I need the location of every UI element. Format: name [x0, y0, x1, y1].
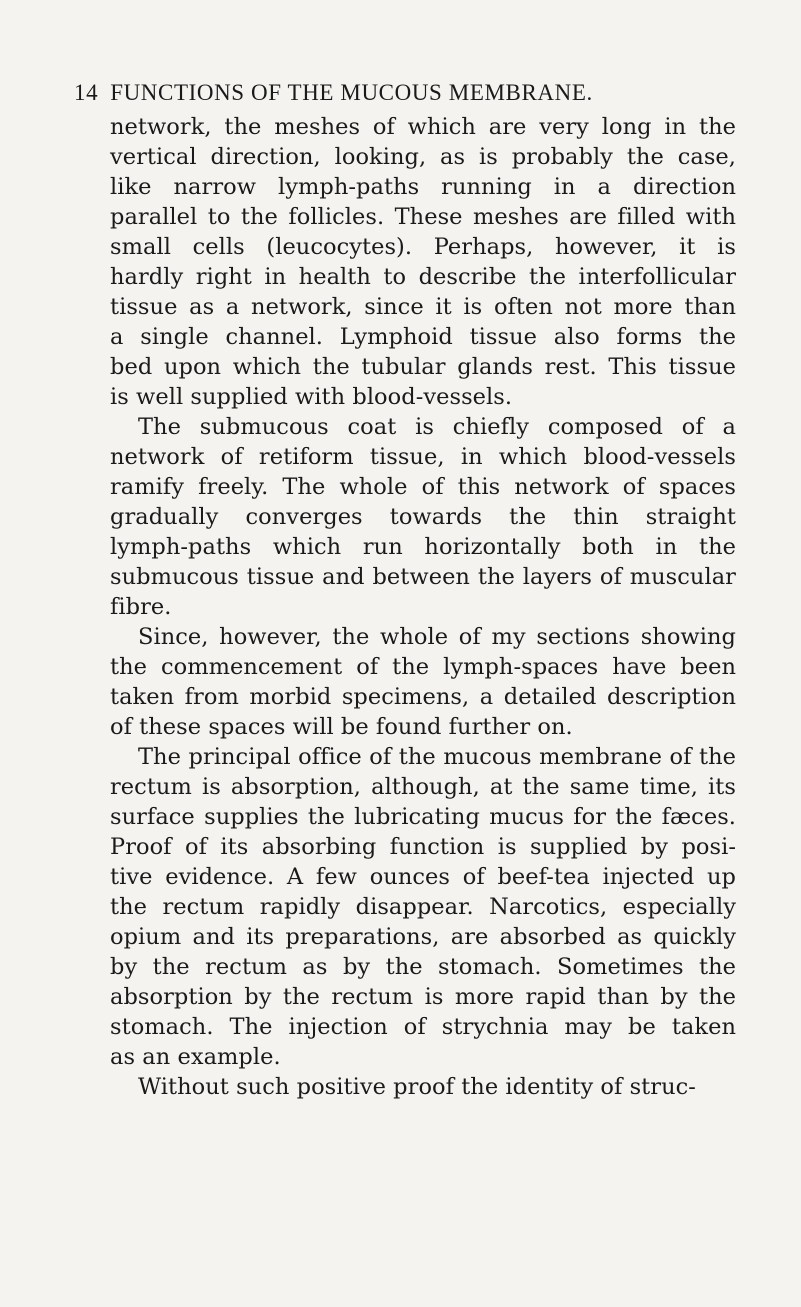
text-line: network, the meshes of which are very long in the — [110, 114, 736, 140]
text-line: gradually converges towards the thin straight — [110, 504, 736, 530]
text-line: rectum is absorption, although, at the same time, its — [110, 774, 736, 800]
paragraph-start-line: The principal office of the mucous membrane of the — [138, 744, 736, 770]
text-line: a single channel. Lymphoid tissue also forms the — [110, 324, 736, 350]
text-line: tive evidence. A few ounces of beef-tea injected up — [110, 864, 736, 890]
text-line: the commencement of the lymph-spaces have been — [110, 654, 736, 680]
text-line: is well supplied with blood-vessels. — [110, 384, 513, 410]
text-line: network of retiform tissue, in which blood-vessels — [110, 444, 736, 470]
text-line: parallel to the follicles. These meshes are filled with — [110, 204, 736, 230]
text-line: by the rectum as by the stomach. Sometimes the — [110, 954, 736, 980]
text-line: vertical direction, looking, as is probably the case, — [110, 144, 736, 170]
text-line: of these spaces will be found further on. — [110, 714, 573, 740]
running-header — [74, 80, 714, 110]
text-line: lymph-paths which run horizontally both in the — [110, 534, 736, 560]
page-number: 14 — [74, 80, 99, 105]
running-title: FUNCTIONS OF THE MUCOUS MEMBRANE. — [110, 80, 593, 105]
text-line: stomach. The injection of strychnia may be taken — [110, 1014, 736, 1040]
body-text — [110, 112, 736, 1102]
text-line: small cells (leucocytes). Perhaps, however, it is — [110, 234, 736, 260]
text-line: bed upon which the tubular glands rest. This tissue — [110, 354, 736, 380]
text-line: tissue as a network, since it is often not more than — [110, 294, 736, 320]
paragraph-start-line: Without such positive proof the identity of struc- — [138, 1074, 696, 1100]
text-line: as an example. — [110, 1044, 281, 1070]
text-line: the rectum rapidly disappear. Narcotics, especially — [110, 894, 736, 920]
paragraph-start-line: The submucous coat is chiefly composed of a — [138, 414, 736, 440]
text-line: fibre. — [110, 594, 172, 620]
text-line: hardly right in health to describe the interfollicular — [110, 264, 736, 290]
text-line: Proof of its absorbing function is supplied by posi- — [110, 834, 736, 860]
text-line: surface supplies the lubricating mucus for the fæces. — [110, 804, 736, 830]
text-line: opium and its preparations, are absorbed as quickly — [110, 924, 736, 950]
text-line: absorption by the rectum is more rapid than by the — [110, 984, 736, 1010]
text-line: ramify freely. The whole of this network of spaces — [110, 474, 736, 500]
text-line: taken from morbid specimens, a detailed description — [110, 684, 736, 710]
text-line: submucous tissue and between the layers of muscular — [110, 564, 736, 590]
paragraph-start-line: Since, however, the whole of my sections showing — [138, 624, 736, 650]
text-line: like narrow lymph-paths running in a direction — [110, 174, 736, 200]
